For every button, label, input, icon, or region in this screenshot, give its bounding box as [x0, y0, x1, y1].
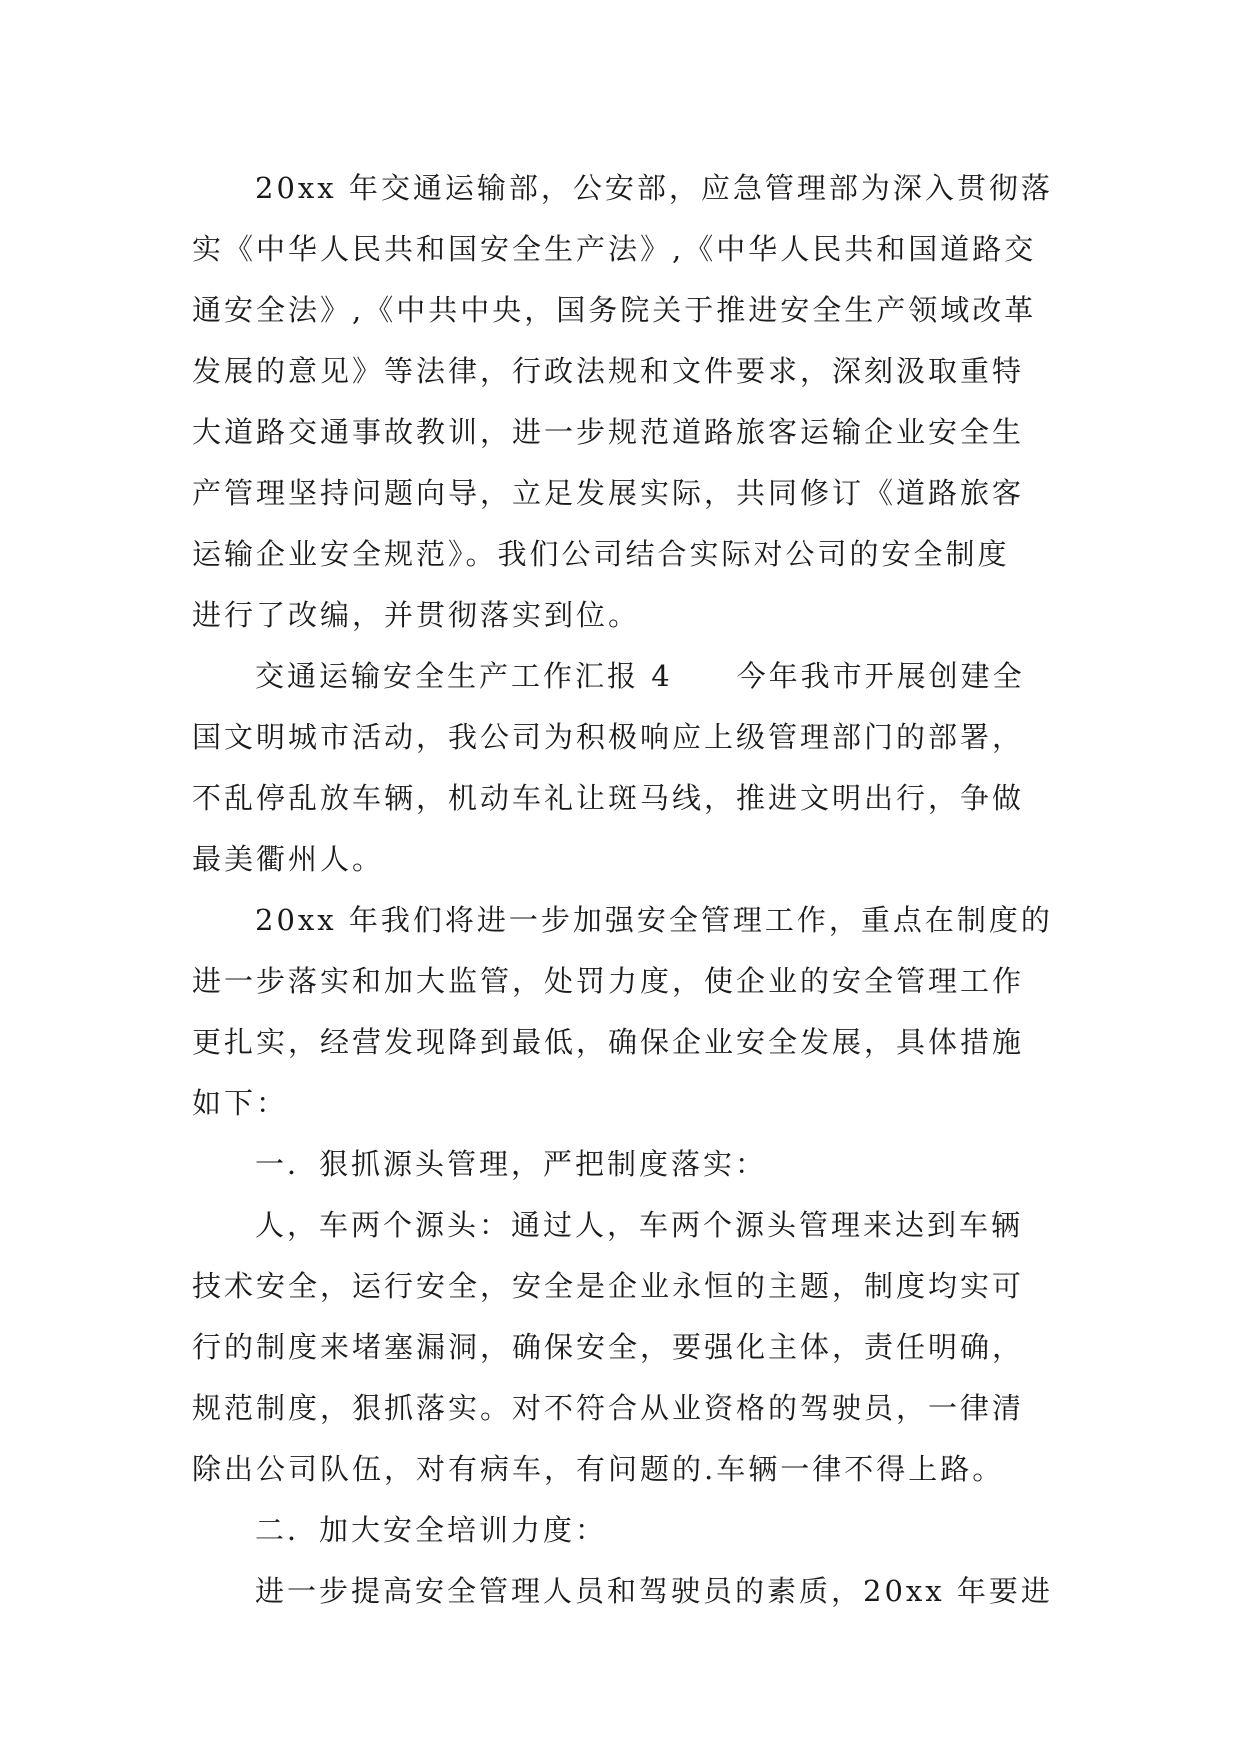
text-line: 交通运输安全生产工作汇报 4 今年我市开展创建全	[255, 659, 1025, 693]
text-line: 技术安全，运行安全，安全是企业永恒的主题，制度均实可	[192, 1269, 1025, 1303]
text-line: 大道路交通事故教训，进一步规范道路旅客运输企业安全生	[192, 415, 1025, 449]
text-line: 20xx 年我们将进一步加强安全管理工作，重点在制度的	[255, 903, 1053, 937]
text-line: 最美衢州人。	[192, 842, 385, 876]
text-line: 行的制度来堵塞漏洞，确保安全，要强化主体，责任明确，	[192, 1330, 1025, 1364]
text-line: 不乱停乱放车辆，机动车礼让斑马线，推进文明出行，争做	[192, 781, 1025, 815]
text-line: 通安全法》,《中共中央，国务院关于推进安全生产领域改革	[192, 293, 1037, 327]
text-line: 发展的意见》等法律，行政法规和文件要求，深刻汲取重特	[192, 354, 1025, 388]
text-line: 进一步落实和加大监管，处罚力度，使企业的安全管理工作	[192, 964, 1025, 998]
text-line: 除出公司队伍，对有病车，有问题的.车辆一律不得上路。	[192, 1452, 1005, 1486]
text-line: 国文明城市活动，我公司为积极响应上级管理部门的部署，	[192, 720, 1025, 754]
text-line: 实《中华人民共和国安全生产法》,《中华人民共和国道路交	[192, 232, 1037, 266]
text-line: 产管理坚持问题向导，立足发展实际，共同修订《道路旅客	[192, 476, 1025, 510]
text-line: 规范制度，狠抓落实。对不符合从业资格的驾驶员，一律清	[192, 1391, 1025, 1425]
text-line: 如下：	[192, 1086, 289, 1120]
text-line: 二．加大安全培训力度：	[255, 1513, 608, 1547]
document-body	[192, 158, 1058, 1622]
text-line: 运输企业安全规范》。我们公司结合实际对公司的安全制度	[192, 537, 1010, 571]
text-line: 进行了改编，并贯彻落实到位。	[192, 598, 641, 632]
text-line: 人，车两个源头：通过人，车两个源头管理来达到车辆	[255, 1208, 1024, 1242]
text-line: 一．狠抓源头管理，严把制度落实：	[255, 1147, 768, 1181]
text-line: 进一步提高安全管理人员和驾驶员的素质，20xx 年要进	[255, 1574, 1053, 1608]
text-line: 更扎实，经营发现降到最低，确保企业安全发展，具体措施	[192, 1025, 1025, 1059]
text-line: 20xx 年交通运输部，公安部，应急管理部为深入贯彻落	[255, 171, 1053, 205]
